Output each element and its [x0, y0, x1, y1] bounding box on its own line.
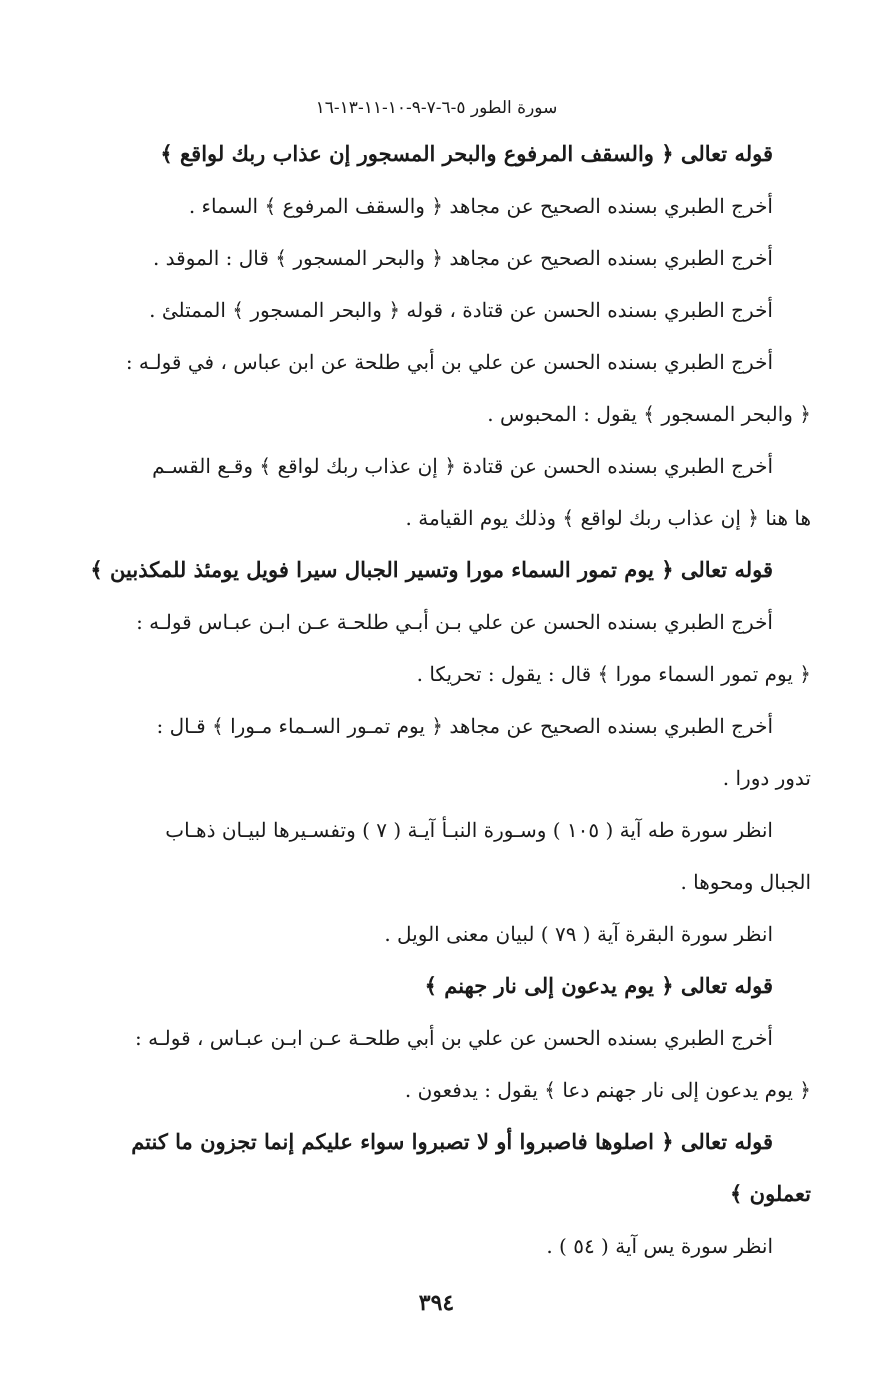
text-line: أخرج الطبري بسنده الحسن عن علي بن أبي طلحة عن ابن عباس ، في قولـه : [125, 350, 773, 374]
text-line: أخرج الطبري بسنده الحسن عن قتادة ، قوله ﴿ والبحر المسجور ﴾ الممتلئ . [149, 298, 773, 322]
section-heading: قوله تعالى ﴿ اصلوها فاصبروا أو لا تصبروا سواء عليكم إنما تجزون ما كنتم [131, 1129, 773, 1154]
section-heading: قوله تعالى ﴿ يوم تمور السماء مورا وتسير الجبال سيرا فويل يومئذ للمكذبين ﴾ [90, 557, 773, 582]
text-line: انظر سورة البقرة آية ( ٧٩ ) لبيان معنى الويل . [384, 922, 773, 946]
text-line: أخرج الطبري بسنده الصحيح عن مجاهد ﴿ والبحر المسجور ﴾ قال : الموقد . [152, 246, 773, 270]
section-heading: قوله تعالى ﴿ والسقف المرفوع والبحر المسجور إن عذاب ربك لواقع ﴾ [160, 141, 773, 166]
text-line: أخرج الطبري بسنده الصحيح عن مجاهد ﴿ يوم تمـور السـماء مـورا ﴾ قـال : [156, 714, 773, 738]
text-line: انظر سورة طه آية ( ١٠٥ ) وسـورة النبـأ آيـة ( ٧ ) وتفسـيرها لبيـان ذهـاب [165, 818, 773, 842]
page-number: ٣٩٤ [418, 1290, 455, 1316]
text-line: انظر سورة يس آية ( ٥٤ ) . [546, 1234, 773, 1258]
text-line-continuation: تدور دورا . [722, 766, 811, 790]
page-content [61, 128, 811, 1272]
running-header: سورة الطور ٥-٦-٧-٩-١٠-١١-١٣-١٦ [315, 98, 558, 118]
text-line-continuation: ﴿ يوم تمور السماء مورا ﴾ قال : يقول : تحريكا . [416, 662, 811, 686]
text-line: أخرج الطبري بسنده الحسن عن قتادة ﴿ إن عذاب ربك لواقع ﴾ وقـع القسـم [152, 454, 773, 478]
text-line: أخرج الطبري بسنده الصحيح عن مجاهد ﴿ والسقف المرفوع ﴾ السماء . [188, 194, 773, 218]
text-line-continuation: الجبال ومحوها . [680, 870, 811, 894]
text-line: أخرج الطبري بسنده الحسن عن علي بـن أبـي طلحـة عـن ابـن عبـاس قولـه : [136, 610, 773, 634]
section-heading-continuation: تعملون ﴾ [730, 1181, 811, 1206]
section-heading: قوله تعالى ﴿ يوم يدعون إلى نار جهنم ﴾ [424, 973, 773, 998]
text-line-continuation: ﴿ والبحر المسجور ﴾ يقول : المحبوس . [487, 402, 811, 426]
text-line-continuation: ﴿ يوم يدعون إلى نار جهنم دعا ﴾ يقول : يدفعون . [404, 1078, 811, 1102]
text-line: أخرج الطبري بسنده الحسن عن علي بن أبي طلحـة عـن ابـن عبـاس ، قولـه : [134, 1026, 773, 1050]
text-line-continuation: ها هنا ﴿ إن عذاب ربك لواقع ﴾ وذلك يوم القيامة . [405, 506, 811, 530]
